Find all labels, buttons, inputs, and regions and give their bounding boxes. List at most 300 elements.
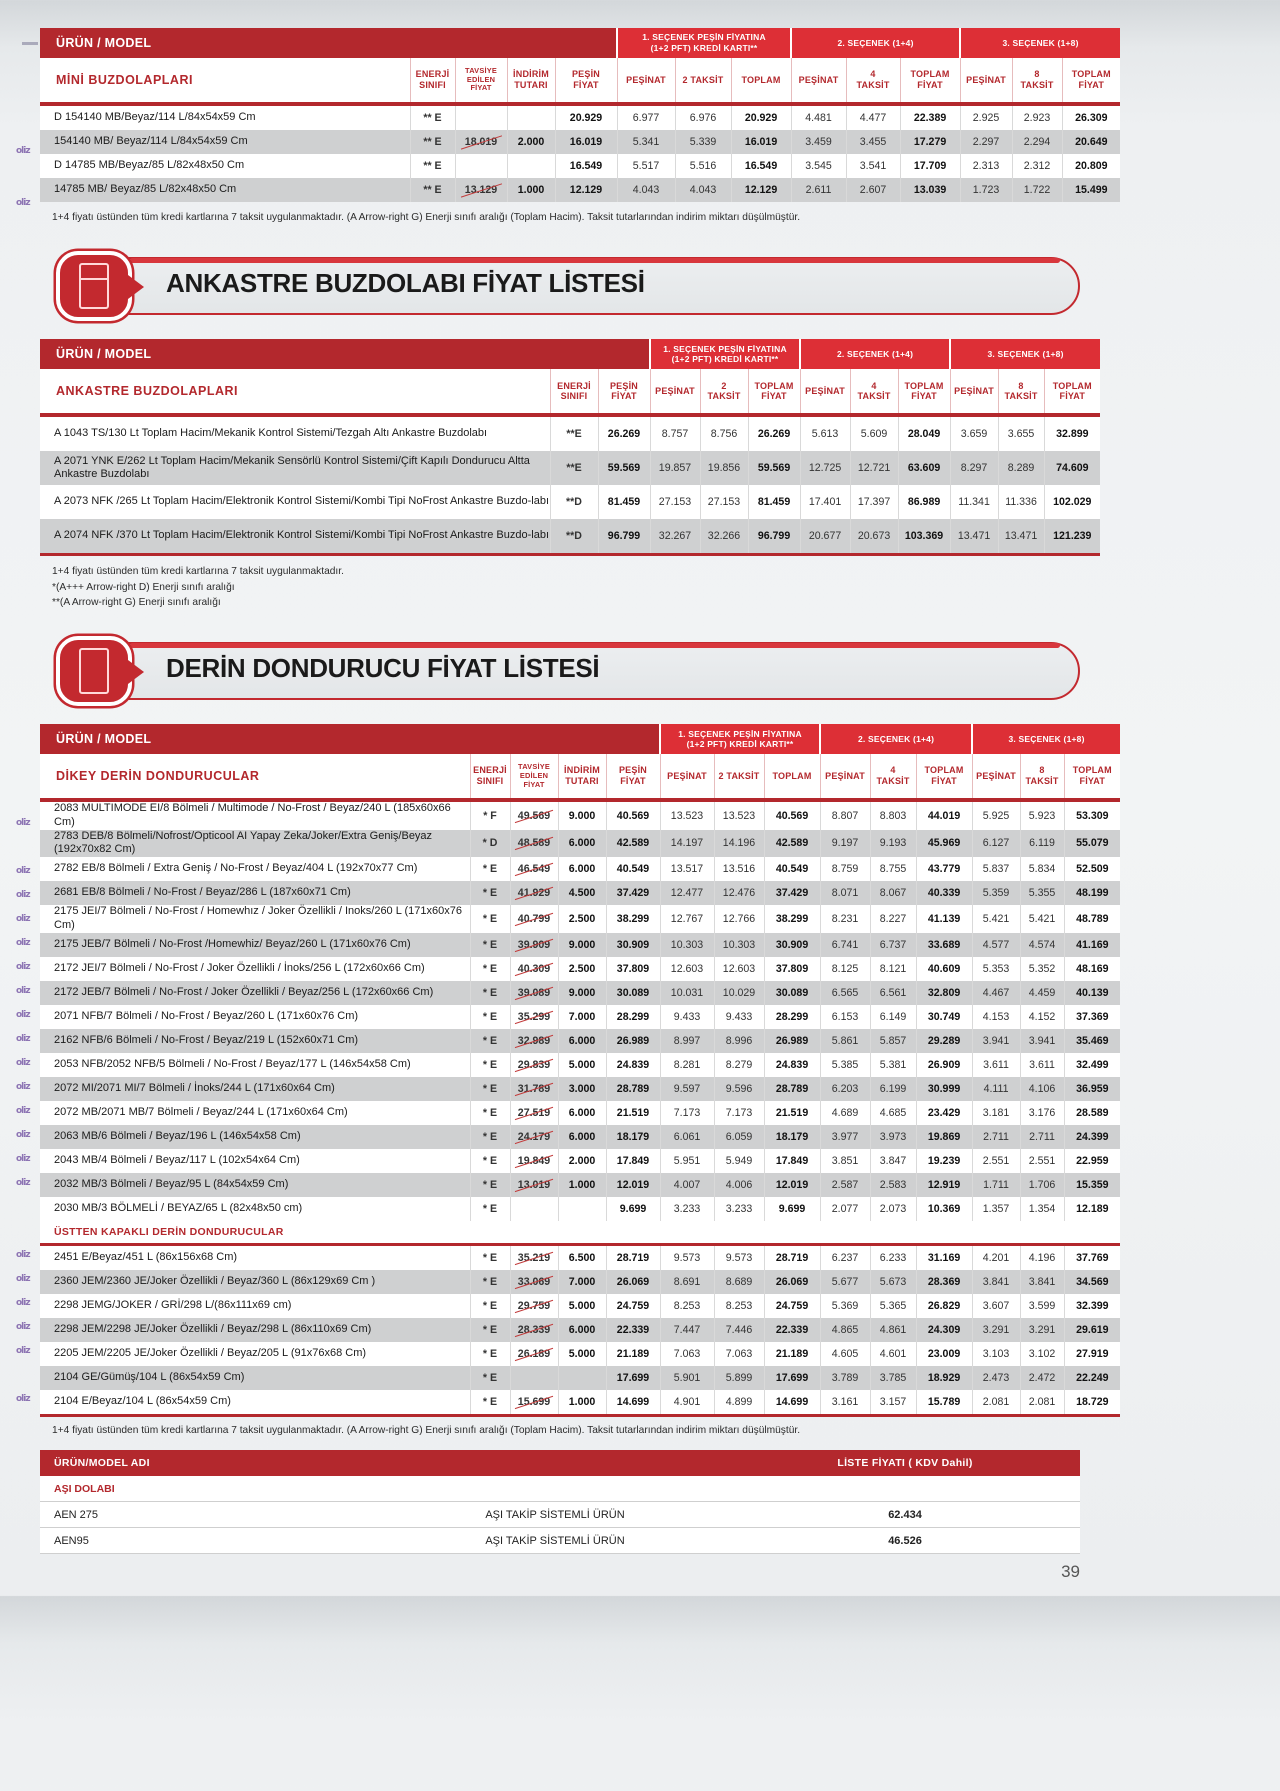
header-option3: 3. SEÇENEK (1+8): [972, 724, 1120, 754]
watermark-logo: oliz: [16, 866, 30, 876]
table-row: [40, 1197, 1120, 1221]
product-name-cell: 2053 NFB/2052 NFB/5 Bölmeli / No-Frost / Beyaz/177 L (146x54x58 Cm): [40, 1053, 470, 1077]
energy-class-cell: * E: [470, 1294, 510, 1318]
energy-class-cell: * E: [470, 905, 510, 933]
cash-price-cell: 21.189: [606, 1342, 660, 1366]
watermark-logo: oliz: [16, 986, 30, 996]
recommended-price-cell: 19.849: [510, 1149, 558, 1173]
o2-installment-cell: 6.233: [870, 1246, 916, 1270]
recommended-price-cell: 29.759: [510, 1294, 558, 1318]
recommended-price-cell: 49.569: [510, 802, 558, 830]
energy-class-cell: * E: [470, 1053, 510, 1077]
o1-installment-cell: 6.976: [675, 106, 731, 130]
cash-price-cell: 26.269: [598, 417, 650, 451]
o3-total-cell: 34.569: [1064, 1270, 1120, 1294]
cash-price-cell: 17.849: [606, 1149, 660, 1173]
header-option3: 3. SEÇENEK (1+8): [950, 339, 1100, 369]
header-option2: 2. SEÇENEK (1+4): [820, 724, 972, 754]
vaccine-feature-cell: AŞI TAKİP SİSTEMLİ ÜRÜN: [380, 1502, 730, 1528]
header-o3-downpayment: PEŞİNAT: [960, 58, 1012, 102]
o2-total-cell: 30.999: [916, 1077, 972, 1101]
o2-installment-cell: 5.609: [850, 417, 898, 451]
cash-price-cell: 17.699: [606, 1366, 660, 1390]
o2-installment-cell: 4.477: [846, 106, 900, 130]
header-spacer: [470, 724, 660, 754]
header-o2-total: TOPLAM FİYAT: [900, 58, 960, 102]
o3-installment-cell: 1.354: [1020, 1197, 1064, 1221]
o3-installment-cell: 6.119: [1020, 830, 1064, 858]
discount-cell: 6.000: [558, 1318, 606, 1342]
o1-installment-cell: 5.339: [675, 130, 731, 154]
o1-downpayment-cell: 8.281: [660, 1053, 714, 1077]
discount-cell: 2.500: [558, 905, 606, 933]
o2-downpayment-cell: 4.605: [820, 1342, 870, 1366]
product-name-cell: 2298 JEMG/JOKER / GRİ/298 L/(86x111x69 cm): [40, 1294, 470, 1318]
o3-total-cell: 37.369: [1064, 1005, 1120, 1029]
cash-price-cell: 40.569: [606, 802, 660, 830]
cash-price-cell: 28.789: [606, 1077, 660, 1101]
watermark-logo: oliz: [16, 1154, 30, 1164]
recommended-price-cell: 26.189: [510, 1342, 558, 1366]
o2-total-cell: 29.289: [916, 1029, 972, 1053]
o1-total-cell: 28.299: [764, 1005, 820, 1029]
o3-total-cell: 27.919: [1064, 1342, 1120, 1366]
o3-installment-cell: 8.289: [998, 451, 1044, 485]
o2-total-cell: 23.009: [916, 1342, 972, 1366]
o1-installment-cell: 27.153: [700, 485, 748, 519]
o3-total-cell: 48.789: [1064, 905, 1120, 933]
o2-installment-cell: 3.785: [870, 1366, 916, 1390]
ankastre-header-top-row: [40, 339, 1100, 369]
o2-installment-cell: 9.193: [870, 830, 916, 858]
o2-downpayment-cell: 20.677: [800, 519, 850, 553]
o1-installment-cell: 7.173: [714, 1101, 764, 1125]
discount-cell: 6.000: [558, 1125, 606, 1149]
table-row: [40, 1077, 1120, 1101]
page-number: 39: [1061, 1562, 1080, 1581]
discount-cell: 2.000: [507, 130, 555, 154]
table-row: [40, 1053, 1120, 1077]
o1-downpayment-cell: 9.573: [660, 1246, 714, 1270]
o2-downpayment-cell: 4.865: [820, 1318, 870, 1342]
header-energy-class: ENERJİ SINIFI: [410, 58, 455, 102]
watermark-logo: oliz: [16, 818, 30, 828]
table-row: [40, 1101, 1120, 1125]
header-product-model: ÜRÜN / MODEL: [40, 339, 550, 369]
o3-total-cell: 40.139: [1064, 981, 1120, 1005]
o3-total-cell: 74.609: [1044, 451, 1100, 485]
o2-installment-cell: 6.737: [870, 933, 916, 957]
table-row: [40, 881, 1120, 905]
o3-installment-cell: 3.655: [998, 417, 1044, 451]
o3-total-cell: 32.499: [1064, 1053, 1120, 1077]
cash-price-cell: 24.759: [606, 1294, 660, 1318]
discount-cell: 5.000: [558, 1294, 606, 1318]
product-name-cell: A 2074 NFK /370 Lt Toplam Hacim/Elektronik Kontrol Sistemi/Kombi Tipi NoFrost Ankastre Buzdo-labı: [40, 519, 550, 553]
product-name-cell: 2172 JEI/7 Bölmeli / No-Frost / Joker Özellikli / İnoks/256 L (172x60x66 Cm): [40, 957, 470, 981]
recommended-price-cell: 18.019: [455, 130, 507, 154]
o2-total-cell: 45.969: [916, 830, 972, 858]
o1-downpayment-cell: 7.063: [660, 1342, 714, 1366]
table-row: [40, 1318, 1120, 1342]
o3-installment-cell: 4.152: [1020, 1005, 1064, 1029]
recommended-price-cell: 29.839: [510, 1053, 558, 1077]
table-row: [40, 130, 1120, 154]
o2-downpayment-cell: 4.481: [791, 106, 846, 130]
o1-total-cell: 30.089: [764, 981, 820, 1005]
o1-downpayment-cell: 13.517: [660, 857, 714, 881]
recommended-price-cell: 15.699: [510, 1390, 558, 1414]
energy-class-cell: ** E: [410, 178, 455, 202]
o3-total-cell: 22.249: [1064, 1366, 1120, 1390]
o1-total-cell: 96.799: [748, 519, 800, 553]
o3-total-cell: 37.769: [1064, 1246, 1120, 1270]
o1-installment-cell: 4.899: [714, 1390, 764, 1414]
o3-installment-cell: 3.841: [1020, 1270, 1064, 1294]
o3-downpayment-cell: 13.471: [950, 519, 998, 553]
o3-installment-cell: 13.471: [998, 519, 1044, 553]
o3-downpayment-cell: 2.297: [960, 130, 1012, 154]
o2-installment-cell: 8.755: [870, 857, 916, 881]
vaccine-price-cell: 62.434: [730, 1502, 1080, 1528]
o2-total-cell: 12.919: [916, 1173, 972, 1197]
o1-total-cell: 22.339: [764, 1318, 820, 1342]
o2-downpayment-cell: 8.231: [820, 905, 870, 933]
header-o1-downpayment: PEŞİNAT: [617, 58, 675, 102]
header-o3-total: TOPLAM FİYAT: [1064, 754, 1120, 798]
header-o1-total: TOPLAM FİYAT: [748, 369, 800, 413]
o3-downpayment-cell: 2.081: [972, 1390, 1020, 1414]
o1-downpayment-cell: 8.691: [660, 1270, 714, 1294]
recommended-price-cell: 46.549: [510, 857, 558, 881]
o3-downpayment-cell: 6.127: [972, 830, 1020, 858]
header-spacer: [550, 339, 650, 369]
o3-installment-cell: 2.312: [1012, 154, 1062, 178]
o3-total-cell: 48.199: [1064, 881, 1120, 905]
o3-installment-cell: 3.176: [1020, 1101, 1064, 1125]
watermark-logo: oliz: [16, 890, 30, 900]
o1-installment-cell: 7.446: [714, 1318, 764, 1342]
category-label-ankastre: ANKASTRE BUZDOLAPLARI: [40, 369, 550, 413]
o2-total-cell: 19.869: [916, 1125, 972, 1149]
ankastre-rows: [40, 417, 1100, 556]
o2-total-cell: 103.369: [898, 519, 950, 553]
o1-downpayment-cell: 13.523: [660, 802, 714, 830]
header-option1-l1: 1. SEÇENEK PEŞİN FİYATINA: [642, 32, 766, 43]
header-product-model: ÜRÜN / MODEL: [40, 724, 470, 754]
o3-downpayment-cell: 4.467: [972, 981, 1020, 1005]
header-o3-8taksit: 8 TAKSİT: [1012, 58, 1062, 102]
o2-total-cell: 15.789: [916, 1390, 972, 1414]
ankastre-price-table: [40, 339, 1100, 556]
o3-downpayment-cell: 2.313: [960, 154, 1012, 178]
o2-total-cell: 17.709: [900, 154, 960, 178]
discount-cell: 6.500: [558, 1246, 606, 1270]
o1-installment-cell: 14.196: [714, 830, 764, 858]
o1-downpayment-cell: 27.153: [650, 485, 700, 519]
o3-total-cell: 22.959: [1064, 1149, 1120, 1173]
energy-class-cell: * E: [470, 1077, 510, 1101]
o3-installment-cell: 1.722: [1012, 178, 1062, 202]
table-row: [40, 451, 1100, 485]
header-o3-total: TOPLAM FİYAT: [1062, 58, 1120, 102]
o2-total-cell: 28.369: [916, 1270, 972, 1294]
watermark-logo: oliz: [16, 1082, 30, 1092]
discount-cell: 6.000: [558, 830, 606, 858]
recommended-price-cell: 35.219: [510, 1246, 558, 1270]
discount-cell: 2.500: [558, 957, 606, 981]
discount-cell: 9.000: [558, 981, 606, 1005]
o2-installment-cell: 5.381: [870, 1053, 916, 1077]
o2-installment-cell: 2.073: [870, 1197, 916, 1221]
energy-class-cell: * E: [470, 1390, 510, 1414]
watermark-logo: oliz: [16, 1298, 30, 1308]
o2-downpayment-cell: 6.741: [820, 933, 870, 957]
o1-installment-cell: 9.573: [714, 1246, 764, 1270]
o2-installment-cell: 3.157: [870, 1390, 916, 1414]
product-name-cell: 2172 JEB/7 Bölmeli / No-Frost / Joker Özellikli / Beyaz/256 L (172x60x66 Cm): [40, 981, 470, 1005]
product-name-cell: 2032 MB/3 Bölmeli / Beyaz/95 L (84x54x59 Cm): [40, 1173, 470, 1197]
table-row: [40, 1149, 1120, 1173]
o3-downpayment-cell: 2.711: [972, 1125, 1020, 1149]
table-row: [40, 1342, 1120, 1366]
header-option2: 2. SEÇENEK (1+4): [800, 339, 950, 369]
o1-downpayment-cell: 5.901: [660, 1366, 714, 1390]
o2-total-cell: 28.049: [898, 417, 950, 451]
o2-downpayment-cell: 17.401: [800, 485, 850, 519]
o2-total-cell: 40.339: [916, 881, 972, 905]
o1-total-cell: 17.849: [764, 1149, 820, 1173]
recommended-price-cell: 28.339: [510, 1318, 558, 1342]
o3-total-cell: 32.899: [1044, 417, 1100, 451]
energy-class-cell: * F: [470, 802, 510, 830]
o2-downpayment-cell: 3.161: [820, 1390, 870, 1414]
o2-installment-cell: 2.607: [846, 178, 900, 202]
o2-downpayment-cell: 2.587: [820, 1173, 870, 1197]
product-name-cell: 2104 E/Beyaz/104 L (86x54x59 Cm): [40, 1390, 470, 1414]
ankastre-banner-title: ANKASTRE BUZDOLABI FİYAT LİSTESİ: [166, 268, 645, 299]
freezer-note: 1+4 fiyatı üstünden tüm kredi kartlarına 7 taksit uygulanmaktadır. (A Arrow-right G) Enerji sınıfı aralığı (Toplam Hacim). Taksit tutarlarından indirim miktarı düşülmüştür.: [52, 1424, 801, 1436]
o1-downpayment-cell: 4.901: [660, 1390, 714, 1414]
mini-fridge-rows: [40, 106, 1120, 202]
table-header-sub-row: [40, 58, 1120, 102]
table-row: [40, 1270, 1120, 1294]
o1-installment-cell: 8.253: [714, 1294, 764, 1318]
recommended-price-cell: 41.929: [510, 881, 558, 905]
cash-price-cell: 96.799: [598, 519, 650, 553]
o2-downpayment-cell: 3.851: [820, 1149, 870, 1173]
o1-downpayment-cell: 3.233: [660, 1197, 714, 1221]
o2-total-cell: 32.809: [916, 981, 972, 1005]
o1-total-cell: 38.299: [764, 905, 820, 933]
o1-downpayment-cell: 10.303: [660, 933, 714, 957]
o1-installment-cell: 3.233: [714, 1197, 764, 1221]
recommended-price-cell: 39.089: [510, 981, 558, 1005]
banner-arrow-icon: [128, 275, 144, 299]
o2-downpayment-cell: 6.203: [820, 1077, 870, 1101]
header-o2-total: TOPLAM FİYAT: [898, 369, 950, 413]
o1-downpayment-cell: 12.767: [660, 905, 714, 933]
o3-downpayment-cell: 5.837: [972, 857, 1020, 881]
o3-total-cell: 20.809: [1062, 154, 1120, 178]
freezer-header-sub-row: [40, 754, 1120, 798]
o3-downpayment-cell: 3.103: [972, 1342, 1020, 1366]
recommended-price-cell: 35.299: [510, 1005, 558, 1029]
o2-installment-cell: 5.857: [870, 1029, 916, 1053]
o1-total-cell: 12.129: [731, 178, 791, 202]
watermark-logo: oliz: [16, 1394, 30, 1404]
energy-class-cell: * E: [470, 1149, 510, 1173]
o1-installment-cell: 5.899: [714, 1366, 764, 1390]
ankastre-note-line: *(A+++ Arrow-right D) Enerji sınıfı aralığı: [52, 581, 235, 593]
header-spacer: [410, 28, 617, 58]
header-discount: İNDİRİM TUTARI: [558, 754, 606, 798]
o1-installment-cell: 10.029: [714, 981, 764, 1005]
product-name-cell: 2360 JEM/2360 JE/Joker Özellikli / Beyaz/360 L (86x129x69 Cm ): [40, 1270, 470, 1294]
table-row: [40, 154, 1120, 178]
o1-downpayment-cell: 9.597: [660, 1077, 714, 1101]
o3-installment-cell: 5.352: [1020, 957, 1064, 981]
discount-cell: 5.000: [558, 1342, 606, 1366]
product-name-cell: 2030 MB/3 BÖLMELİ / BEYAZ/65 L (82x48x50 cm): [40, 1197, 470, 1221]
table-row: [40, 1390, 1120, 1414]
header-energy-class: ENERJİ SINIFI: [550, 369, 598, 413]
product-name-cell: 2071 NFB/7 Bölmeli / No-Frost / Beyaz/260 L (171x60x76 Cm): [40, 1005, 470, 1029]
o1-total-cell: 24.839: [764, 1053, 820, 1077]
table-row: [40, 519, 1100, 553]
discount-cell: 6.000: [558, 1029, 606, 1053]
energy-class-cell: * E: [470, 1270, 510, 1294]
o3-downpayment-cell: 5.925: [972, 802, 1020, 830]
discount-cell: [558, 1197, 606, 1221]
o1-downpayment-cell: 5.517: [617, 154, 675, 178]
o3-total-cell: 36.959: [1064, 1077, 1120, 1101]
header-cash-price: PEŞİN FİYAT: [555, 58, 617, 102]
cash-price-cell: 22.339: [606, 1318, 660, 1342]
discount-cell: 6.000: [558, 857, 606, 881]
o3-total-cell: 15.359: [1064, 1173, 1120, 1197]
vaccine-model-cell: AEN95: [40, 1528, 380, 1554]
recommended-price-cell: [510, 1197, 558, 1221]
o1-downpayment-cell: 5.341: [617, 130, 675, 154]
o1-total-cell: 37.429: [764, 881, 820, 905]
o1-installment-cell: 7.063: [714, 1342, 764, 1366]
cash-price-cell: 14.699: [606, 1390, 660, 1414]
o3-downpayment-cell: 3.291: [972, 1318, 1020, 1342]
product-name-cell: A 1043 TS/130 Lt Toplam Hacim/Mekanik Kontrol Sistemi/Tezgah Altı Ankastre Buzdolabı: [40, 417, 550, 451]
watermark-logo: oliz: [16, 198, 30, 208]
header-o2-4taksit: 4 TAKSİT: [850, 369, 898, 413]
vaccine-header-right: LİSTE FİYATI ( KDV Dahil): [730, 1450, 1080, 1476]
o3-downpayment-cell: 4.111: [972, 1077, 1020, 1101]
o1-installment-cell: 4.043: [675, 178, 731, 202]
table-row: [40, 485, 1100, 519]
o3-total-cell: 55.079: [1064, 830, 1120, 858]
recommended-price-cell: 32.989: [510, 1029, 558, 1053]
o3-total-cell: 24.399: [1064, 1125, 1120, 1149]
mini-fridge-note: 1+4 fiyatı üstünden tüm kredi kartlarına 7 taksit uygulanmaktadır. (A Arrow-right G) Enerji sınıfı aralığı (Toplam Hacim). Taksit tutarlarından indirim miktarı düşülmüştür.: [52, 212, 801, 223]
o1-total-cell: 21.189: [764, 1342, 820, 1366]
o1-total-cell: 26.989: [764, 1029, 820, 1053]
ankastre-notes: [52, 564, 1080, 610]
o3-downpayment-cell: 3.611: [972, 1053, 1020, 1077]
o3-total-cell: 41.169: [1064, 933, 1120, 957]
recommended-price-cell: 24.179: [510, 1125, 558, 1149]
o3-installment-cell: 5.355: [1020, 881, 1064, 905]
o1-total-cell: 17.699: [764, 1366, 820, 1390]
table-end-rule: [40, 1414, 1120, 1417]
o1-installment-cell: 4.006: [714, 1173, 764, 1197]
page-top-marker: [22, 42, 38, 45]
o3-downpayment-cell: 4.577: [972, 933, 1020, 957]
o2-installment-cell: 4.601: [870, 1342, 916, 1366]
o1-installment-cell: 5.516: [675, 154, 731, 178]
ankastre-banner: [40, 251, 1080, 321]
discount-cell: 3.000: [558, 1077, 606, 1101]
cash-price-cell: 26.069: [606, 1270, 660, 1294]
o2-downpayment-cell: 9.197: [820, 830, 870, 858]
o1-downpayment-cell: 7.447: [660, 1318, 714, 1342]
o1-installment-cell: 32.266: [700, 519, 748, 553]
vaccine-rows: [40, 1502, 1080, 1554]
o1-total-cell: 21.519: [764, 1101, 820, 1125]
energy-class-cell: * E: [470, 1366, 510, 1390]
watermark-logo: oliz: [16, 1058, 30, 1068]
table-row: [40, 178, 1120, 202]
header-recommended-price: TAVSİYE EDİLEN FİYAT: [510, 754, 558, 798]
o3-installment-cell: 2.923: [1012, 106, 1062, 130]
o2-total-cell: 40.609: [916, 957, 972, 981]
o1-total-cell: 20.929: [731, 106, 791, 130]
o1-installment-cell: 13.516: [714, 857, 764, 881]
product-name-cell: D 154140 MB/Beyaz/114 L/84x54x59 Cm: [40, 106, 410, 130]
o3-downpayment-cell: 5.353: [972, 957, 1020, 981]
header-o2-downpayment: PEŞİNAT: [800, 369, 850, 413]
o3-total-cell: 102.029: [1044, 485, 1100, 519]
discount-cell: [558, 1366, 606, 1390]
o2-installment-cell: 5.365: [870, 1294, 916, 1318]
vaccine-header-left: ÜRÜN/MODEL ADI: [40, 1450, 730, 1476]
o1-installment-cell: 8.996: [714, 1029, 764, 1053]
product-name-cell: 14785 MB/ Beyaz/85 L/82x48x50 Cm: [40, 178, 410, 202]
cash-price-cell: 37.429: [606, 881, 660, 905]
vaccine-feature-cell: AŞI TAKİP SİSTEMLİ ÜRÜN: [380, 1528, 730, 1554]
cash-price-cell: 81.459: [598, 485, 650, 519]
o2-total-cell: 23.429: [916, 1101, 972, 1125]
discount-cell: 6.000: [558, 1101, 606, 1125]
o2-installment-cell: 4.685: [870, 1101, 916, 1125]
header-option1-l2: (1+2 PFT) KREDİ KARTI**: [650, 43, 758, 53]
o2-total-cell: 22.389: [900, 106, 960, 130]
o3-installment-cell: 1.706: [1020, 1173, 1064, 1197]
o1-total-cell: 42.589: [764, 830, 820, 858]
o3-downpayment-cell: 11.341: [950, 485, 998, 519]
table-header-top-row: [40, 28, 1120, 58]
o1-total-cell: 16.549: [731, 154, 791, 178]
o3-downpayment-cell: 3.607: [972, 1294, 1020, 1318]
table-end-rule: [40, 553, 1100, 556]
o2-installment-cell: 17.397: [850, 485, 898, 519]
o3-total-cell: 28.589: [1064, 1101, 1120, 1125]
o3-downpayment-cell: 3.841: [972, 1270, 1020, 1294]
mini-fridge-price-table: [40, 28, 1120, 202]
discount-cell: 4.500: [558, 881, 606, 905]
energy-class-cell: * E: [470, 857, 510, 881]
o1-installment-cell: 6.059: [714, 1125, 764, 1149]
discount-cell: [507, 154, 555, 178]
energy-class-cell: * E: [470, 1197, 510, 1221]
o2-downpayment-cell: 6.237: [820, 1246, 870, 1270]
